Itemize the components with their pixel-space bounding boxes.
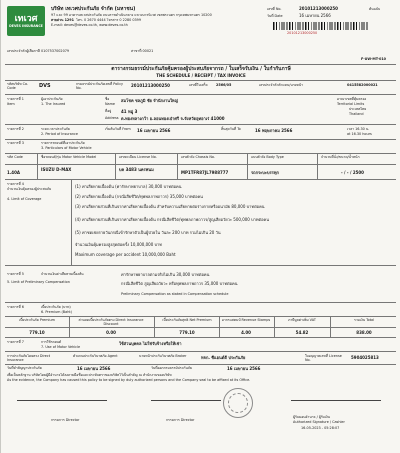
- insured-name-en: Name: [105, 102, 116, 106]
- title-th: ตารางกรมธรรม์ประกันภัยคุ้มครองผู้ประสบภัยจากรถ / ใบเสร็จรับเงิน / ใบกำกับภาษี: [111, 66, 291, 72]
- territory-value: ประเทศไทย: [349, 107, 367, 111]
- coverage-line-7: Maximum coverage per accident 10,000,000 Baht: [75, 252, 176, 257]
- period-time: เวลา 16.30 น.: [347, 127, 370, 131]
- insured-house-no: 41 หมู่ 3: [121, 109, 138, 114]
- company-name: บริษัท เทเวศประกันภัย จำกัด (มหาชน): [51, 6, 136, 12]
- insured-label-th: ผู้เอาประกันภัย: [41, 97, 63, 101]
- insured-addr-en: Address: [105, 116, 119, 120]
- director-label-2: กรรมการ Director: [166, 418, 195, 422]
- insured-label-en: 1. The Insured: [41, 102, 66, 106]
- item2-label: รายการที่ 2: [7, 127, 24, 131]
- director-signature-2: [151, 400, 221, 401]
- preliminary-line-2: กรณีเสียชีวิต สูญเสียอวัยวะ หรือทุพพลภาพถาวร 35,000 บาทต่อคน: [121, 281, 238, 286]
- license-label: ใบอนุญาตเลขที่ License No.: [305, 354, 342, 362]
- vehicle-chassis: MP1TFR87JL7988777: [181, 170, 229, 175]
- vehicle-header-license: เลขทะเบียน License No.: [119, 155, 157, 159]
- insured-addr-label: ที่อยู่: [105, 109, 112, 113]
- coverage-label-th: จำนวนเงินคุ้มครองผู้ประสบภัย: [7, 187, 52, 191]
- company-logo: [7, 6, 45, 36]
- company-web: E-mail: deves@deves.co.th, www.deves.co.th: [51, 23, 128, 27]
- premium-header-vat: ภาษีมูลค่าเพิ่ม VAT: [288, 318, 316, 322]
- coverage-line-5: (5) ค่าชดเชยรายวันกรณีเข้ารักษาตัวเป็นผู้ป่วยใน วันละ 200 บาท รวมไม่เกิน 20 วัน: [75, 230, 221, 235]
- license-value: 5904025813: [351, 355, 379, 360]
- director-label-1: กรรมการ Director: [51, 418, 80, 422]
- stamps-value: 4.00: [241, 330, 251, 335]
- period-to-label: สิ้นสุดวันที่ To: [221, 127, 241, 131]
- premium-header-total: รวมเงิน Total: [353, 318, 375, 322]
- coverage-line-1: (1) ค่าเสียหายเบื้องต้น (ค่ารักษาพยาบาล) 30,000 บาทต่อคน: [75, 184, 182, 189]
- channel-direct: การประกันภัยโดยตรง Direct Insurance: [7, 354, 51, 362]
- coverage-line-4: (4) ค่าเสียหายส่วนที่เกินจากค่าเสียหายเบื้องต้น กรณีเสียชีวิต/ทุพพลภาพถาวร/สูญเสียอวัยวะ 500,000 บาทต่อคน: [75, 217, 269, 222]
- vehicle-body: รถกระบะบรรทุก: [251, 170, 279, 175]
- period-label-th: ระยะเวลาประกันภัย: [41, 127, 70, 131]
- form-code: F-UW-MT-010: [361, 57, 387, 61]
- vehicle-license: บค 3483 นครพนม: [119, 167, 154, 172]
- item6-label: รายการที่ 6: [7, 305, 24, 309]
- item3-label: รายการที่ 3: [7, 141, 24, 145]
- item7-label: รายการที่ 7: [7, 340, 24, 344]
- use-label-th: การใช้รถยนต์: [41, 340, 62, 344]
- copy-label: ต้นฉบับ: [369, 7, 381, 11]
- vehicle-header-body: แบบตัวถัง Body Type: [251, 155, 284, 159]
- issue-date-value: 16 เมษายน 2566: [227, 366, 261, 371]
- agent-no-label: เลขประจำตัวตัวแทน/นายหน้า: [259, 83, 303, 87]
- co-code-value: DVS: [39, 83, 51, 89]
- authorized-label: ผู้รับมอบอำนาจ / ผู้รับเงิน: [293, 415, 330, 419]
- issue-date-label: วันที่ออกกรมธรรม์ประกันภัย: [151, 366, 193, 370]
- receipt-no-label: เลขที่ใบเสร็จ: [189, 83, 208, 87]
- vat-value: 54.82: [295, 330, 309, 335]
- doc-no-label: เลขที่ No.: [267, 7, 282, 11]
- coverage-line-6: จำนวนเงินคุ้มครองสูงสุดต่อครั้ง 10,000,000 บาท: [75, 242, 162, 247]
- company-tel: โทร. 0 2670 4444 โทรสาร 0 2280 0399: [76, 18, 142, 22]
- policy-no-value: 20101213000250: [131, 83, 170, 88]
- insured-name-label: ชื่อ: [105, 97, 110, 101]
- vehicle-label-th: รายการรถยนต์ที่เอาประกันภัย: [41, 141, 85, 145]
- premium-header-premium: เบี้ยประกันภัย Premium: [19, 318, 55, 322]
- agent-no-value: 0415582000021: [347, 83, 378, 87]
- territory-en: Territorial Limits: [337, 102, 365, 106]
- branch: สาขาที่ 00021: [131, 49, 154, 53]
- vehicle-model: ISUZU D-MAX: [41, 167, 72, 172]
- period-to-value: 16 พฤษภาคม 2566: [255, 128, 293, 133]
- contract-date-value: 16 เมษายน 2566: [77, 366, 111, 371]
- vehicle-label-en: 3. Particulars of Motor Vehicle: [41, 146, 92, 150]
- company-address: 97 และ 99 อาคารเทเวศประกันภัย ถนนราชดำเนินกลาง แขวงบวรนิเวศ เขตพระนคร กรุงเทพมหานคร 10200: [51, 13, 212, 17]
- item5-label: รายการที่ 5: [7, 272, 24, 276]
- witness-en: As the evidence, the Company has caused this policy to be signed by duly authorized persons and the Company seal to be affixed at its Office.: [7, 378, 251, 382]
- barcode-text: 20101213000250: [287, 31, 318, 35]
- doc-date-value: 16 เมษายน 2566: [299, 13, 331, 18]
- insured-name-value: สมโชค ชลภูมิ ชัย จำนักงานใหญ่: [121, 98, 178, 103]
- coverage-line-2: (2) ค่าเสียหายเบื้องต้น (กรณีเสียชีวิต/ทุพพลภาพถาวร) 35,000 บาทต่อคน: [75, 194, 203, 199]
- preliminary-line-1: ค่ารักษาพยาบาลตามจริงไม่เกิน 30,000 บาทต่อคน: [121, 272, 210, 277]
- use-value: ใช้ส่วนบุคคล ไม่ใช่รับจ้างหรือให้เช่า: [119, 341, 182, 346]
- use-label-en: 7. Use of Motor Vehicle: [41, 345, 81, 349]
- premium-header-discount: ส่วนลดเบี้ยประกันภัยตรง Direct Insurance Discount: [78, 318, 144, 326]
- net-premium-value: 779.10: [179, 330, 195, 335]
- broker-name: หจก. ซีแอนด์ดี ประกันภัย: [201, 355, 246, 360]
- channel-broker: นายหน้าประกันวินาศภัย Broker: [139, 354, 187, 358]
- coverage-label-en: 4. Limit of Coverage: [7, 197, 42, 201]
- company-hotline: สายด่วน 1291: [51, 18, 75, 22]
- tax-id: เลขประจำตัวผู้เสียภาษี 0107537002079: [7, 49, 70, 53]
- discount-value: 0.00: [106, 330, 116, 335]
- contract-date-label: วันที่ทำสัญญาประกันภัย: [7, 366, 42, 370]
- authorized-en: Authorized Signature / Cashier: [293, 420, 345, 424]
- period-label-en: 2. Period of Insurance: [41, 132, 78, 136]
- logo-subtitle: DEVES INSURANCE: [9, 24, 43, 28]
- company-seal: [223, 388, 253, 418]
- policy-no-label: กรมธรรม์ประกันภัยเลขที่ Policy No.: [76, 82, 124, 90]
- territory-label: อาณาเขตที่คุ้มครอง: [337, 97, 367, 101]
- receipt-no-value: 2566/05: [216, 83, 232, 87]
- premium-header-net: เบี้ยประกันภัยสุทธิ Net Premium: [162, 318, 212, 322]
- premium-value: 779.10: [29, 330, 45, 335]
- witness-text: เพื่อเป็นหลักฐาน บริษัทโดยผู้มีอำนาจได้ลงลายมือชื่อและประทับตราของบริษัทไว้เป็นสำคัญ ณ สำนักงานของบริษัท: [7, 373, 172, 377]
- item1-label: รายการที่ 1: [7, 97, 24, 101]
- vehicle-header-model: ชื่อรถยนต์/รุ่น Motor Vehicle Model: [41, 155, 97, 159]
- cashier-signature: [291, 400, 381, 401]
- premium-label-en: 6. Premium (Baht): [41, 310, 73, 314]
- vehicle-header-code: รหัส Code: [7, 155, 23, 159]
- total-value: 838.00: [356, 330, 372, 335]
- period-from-value: 16 เมษายน 2566: [137, 128, 171, 133]
- barcode: [273, 22, 369, 30]
- print-time: 16-05-2023 - 05:28:07: [301, 426, 340, 430]
- vehicle-seats: - / - / 2500: [341, 170, 364, 175]
- channel-agent: ตัวแทนประกันวินาศภัย Agent: [73, 354, 118, 358]
- territory-value-en: Thailand: [349, 112, 364, 116]
- insured-addr-value: ต.ทองหลางกว้า อ.ลอนทองเป่าศรี จ.จังหวัดอุทอาเร่ 41000: [121, 116, 225, 121]
- item4-label: รายการที่ 4: [7, 182, 24, 186]
- premium-header-stamps: อากรแสตมป์ Revenue Stamps: [221, 318, 271, 322]
- vehicle-header-seats: จำนวนที่นั่ง/ขนาด/น้ำหนัก: [321, 155, 360, 159]
- logo-mark: เทเวศ: [14, 14, 38, 24]
- doc-no-value: 20101213000250: [299, 6, 338, 11]
- preliminary-line-3: Preliminary Compensation as stated in Compensation schedule: [121, 292, 229, 296]
- doc-date-label: วันที่ Date: [267, 14, 283, 18]
- item1-en: Item: [7, 102, 15, 106]
- preliminary-label-en: 5. Limit of Preliminary Compensation: [7, 280, 70, 284]
- period-from-label: เริ่มต้นวันที่ From: [105, 127, 131, 131]
- title-en: THE SCHEDULE / RECEIPT / TAX INVOICE: [156, 73, 246, 78]
- premium-label-th: เบี้ยประกันภัย (บาท): [41, 305, 71, 309]
- preliminary-label-th: จำนวนเงินค่าเสียหายเบื้องต้น: [41, 272, 84, 276]
- vehicle-header-chassis: เลขตัวถัง Chassis No.: [181, 155, 215, 159]
- co-code-label: รหัสบริษัท Co. Code: [7, 82, 29, 90]
- vehicle-code: 1.40A: [7, 170, 20, 175]
- coverage-line-3: (3) ค่าเสียหายส่วนที่เกินจากค่าเสียหายเบื้องต้น สำหรับความเสียหายต่อร่างกายหรืออนามัย 80,000 บาทต่อคน: [75, 204, 265, 209]
- period-time-en: at 16.30 hours: [347, 132, 372, 136]
- director-signature-1: [17, 400, 107, 401]
